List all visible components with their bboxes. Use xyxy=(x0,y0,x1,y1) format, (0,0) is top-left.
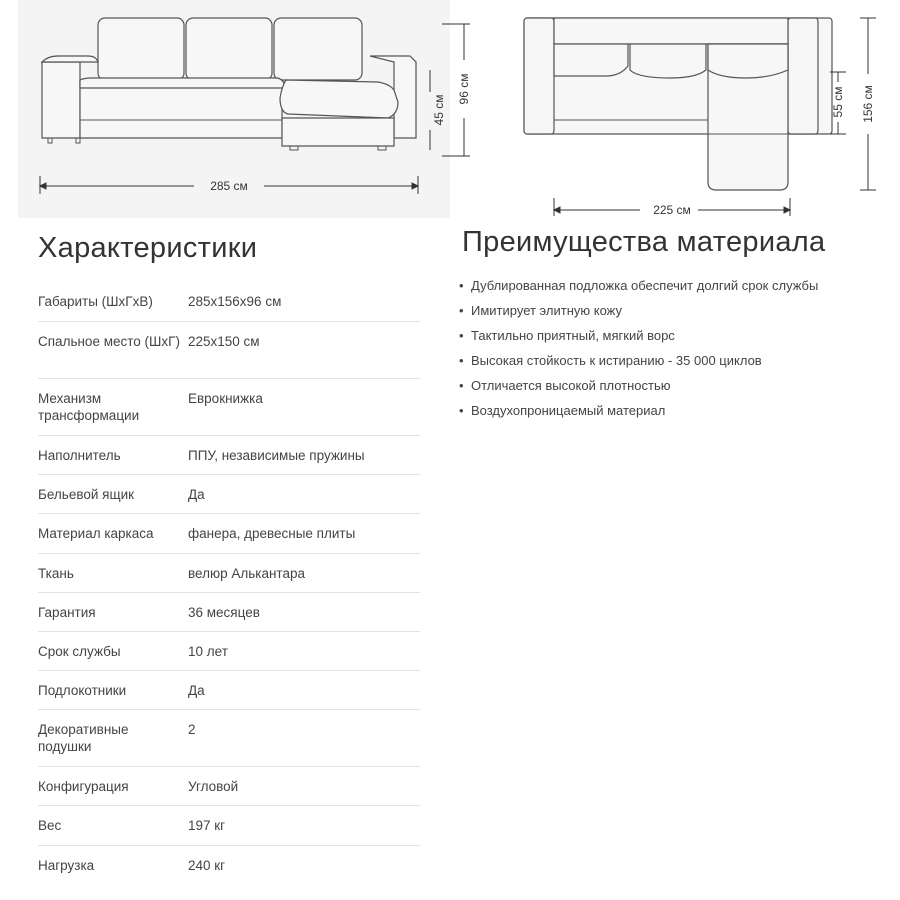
spec-key: Вес xyxy=(38,818,62,833)
spec-key: Декоративные подушки xyxy=(38,722,129,754)
sofa-top-view-diagram xyxy=(510,0,900,218)
benefit-text: Отличается высокой плотностью xyxy=(471,378,671,393)
spec-key: Габариты (ШхГхВ) xyxy=(38,294,153,309)
spec-row xyxy=(38,767,420,806)
spec-value: 240 кг xyxy=(188,858,226,873)
bullet-icon: • xyxy=(459,403,464,418)
spec-row xyxy=(38,671,420,710)
benefits-list xyxy=(459,276,899,426)
spec-key: Конфигурация xyxy=(38,779,129,794)
spec-key: Срок службы xyxy=(38,644,121,659)
benefit-text: Дублированная подложка обеспечит долгий срок службы xyxy=(471,278,819,293)
bullet-icon: • xyxy=(459,378,464,393)
spec-value: 197 кг xyxy=(188,818,226,833)
front-width-label: 285 см xyxy=(210,179,248,193)
bullet-icon: • xyxy=(459,328,464,343)
bullet-icon: • xyxy=(459,353,464,368)
spec-row xyxy=(38,806,420,846)
spec-row xyxy=(38,282,420,322)
spec-key: Нагрузка xyxy=(38,858,95,873)
spec-row xyxy=(38,379,420,436)
benefit-text: Имитирует элитную кожу xyxy=(471,303,623,318)
spec-row xyxy=(38,710,420,767)
spec-key: Материал каркаса xyxy=(38,526,154,541)
front-height-label: 96 см xyxy=(457,73,471,105)
spec-value: 36 месяцев xyxy=(188,605,260,620)
spec-row xyxy=(38,593,420,632)
benefit-text: Воздухопроницаемый материал xyxy=(471,403,666,418)
list-item xyxy=(459,326,899,351)
list-item xyxy=(459,301,899,326)
spec-value: Угловой xyxy=(188,779,239,794)
spec-row xyxy=(38,632,420,671)
spec-value: 225х150 см xyxy=(188,334,260,349)
list-item xyxy=(459,351,899,376)
spec-row xyxy=(38,554,420,593)
spec-key: Наполнитель xyxy=(38,448,121,463)
spec-value: Еврокнижка xyxy=(188,391,263,406)
list-item xyxy=(459,401,899,426)
sofa-front-view-diagram xyxy=(18,0,450,218)
spec-value: фанера, древесные плиты xyxy=(188,526,356,541)
bullet-icon: • xyxy=(459,303,464,318)
spec-row xyxy=(38,436,420,475)
spec-value: Да xyxy=(188,487,205,502)
benefit-text: Тактильно приятный, мягкий ворс xyxy=(471,328,675,343)
sofa-top-view-drawing xyxy=(510,0,900,218)
spec-value: 285х156х96 см xyxy=(188,294,282,309)
top-chaise-label: 55 см xyxy=(831,86,845,118)
front-height-dimension xyxy=(440,0,480,218)
spec-key: Подлокотники xyxy=(38,683,127,698)
spec-value: велюр Алькантара xyxy=(188,566,305,581)
spec-value: Да xyxy=(188,683,205,698)
list-item xyxy=(459,376,899,401)
specs-title: Характеристики xyxy=(38,232,258,264)
benefits-title: Преимущества материала xyxy=(462,226,826,258)
spec-key: Бельевой ящик xyxy=(38,487,135,502)
top-depth-label: 156 см xyxy=(861,85,875,123)
top-width-label: 225 см xyxy=(653,203,691,217)
spec-key: Гарантия xyxy=(38,605,96,620)
sofa-front-view-drawing xyxy=(18,0,450,218)
front-seat-height-label: 45 см xyxy=(432,94,446,126)
spec-key: Спальное место (ШхГ) xyxy=(38,334,180,349)
spec-value: 2 xyxy=(188,722,196,737)
spec-row xyxy=(38,514,420,554)
spec-key: Механизм трансформации xyxy=(38,391,140,423)
spec-key: Ткань xyxy=(38,566,74,581)
spec-row xyxy=(38,322,420,379)
benefit-text: Высокая стойкость к истиранию - 35 000 циклов xyxy=(471,353,762,368)
spec-value: ППУ, независимые пружины xyxy=(188,448,365,463)
spec-value: 10 лет xyxy=(188,644,228,659)
list-item xyxy=(459,276,899,301)
spec-row xyxy=(38,846,420,886)
bullet-icon: • xyxy=(459,278,464,293)
spec-row xyxy=(38,475,420,514)
specs-table xyxy=(38,282,420,886)
